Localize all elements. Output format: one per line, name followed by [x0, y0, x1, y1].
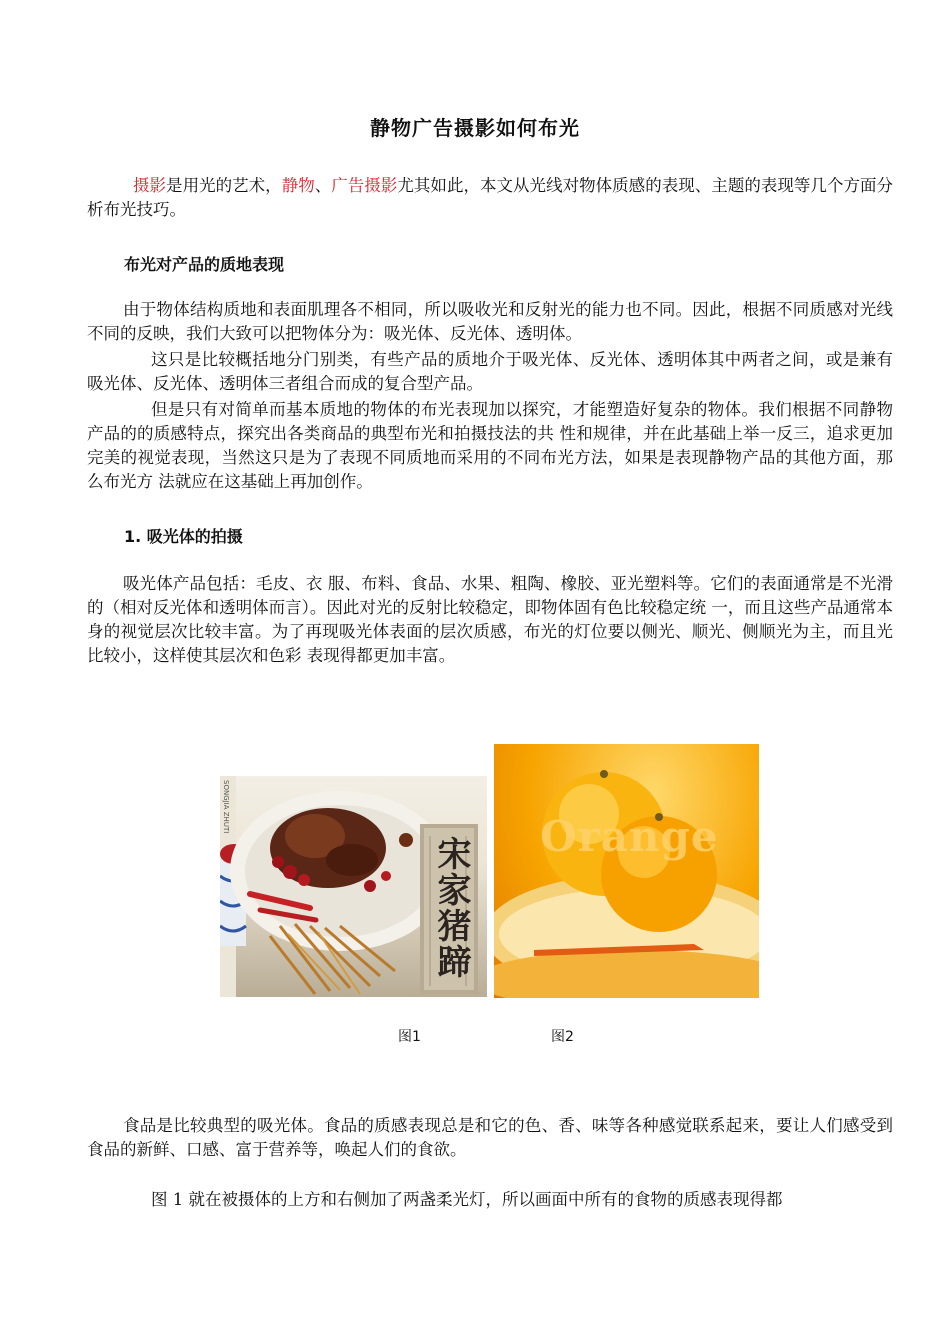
figure-2-orange-word: Orange — [540, 812, 719, 861]
link-photography[interactable]: 摄影 — [133, 176, 167, 195]
intro-text-1: 是用光的艺术， — [166, 176, 282, 195]
sub-heading: 1. 吸光体的拍摄 — [124, 527, 243, 546]
figure-1-side-text: SONGJIA ZHUTI — [222, 780, 230, 834]
page-title: 静物广告摄影如何布光 — [370, 116, 580, 140]
paragraph-1: 由于物体结构质地和表面肌理各不相同，所以吸收光和反射光的能力也不同。因此，根据不同质感对光线不同的反映，我们大致可以把物体分为：吸光体、反光体、透明体。 — [87, 300, 893, 343]
paragraph-4: 吸光体产品包括：毛皮、衣 服、布料、食品、水果、粗陶、橡胶、亚光塑料等。它们的表面通常是不光滑的（相对反光体和透明体而言）。因此对光的反射比较稳定，即物体固有色比较稳定统 一，而且这些产品通常本身的视觉层次比较丰富。为了再现吸光体表面的层次质感，布光的灯位要以侧光、顺光、侧顺光为主，而且光比较小，这样使其层次和色彩 表现得都更加丰富。 — [87, 574, 893, 665]
intro-text-2: 、 — [314, 176, 332, 195]
intro-paragraph — [87, 174, 893, 222]
figure-1-food-photo — [220, 776, 487, 997]
paragraph-2: 这只是比较概括地分门别类，有些产品的质地介于吸光体、反光体、透明体其中两者之间，或是兼有吸光体、反光体、透明体三者组合而成的复合型产品。 — [87, 350, 893, 393]
paragraph-5: 食品是比较典型的吸光体。食品的质感表现总是和它的色、香、味等各种感觉联系起来，要让人们感受到食品的新鲜、口感、富于营养等，唤起人们的食欲。 — [87, 1116, 893, 1159]
figure-2-orange-photo — [494, 744, 759, 998]
figure-1-sign-text: 宋家猪蹄 — [431, 836, 471, 980]
paragraph-6: 图 1 就在被摄体的上方和右侧加了两盏柔光灯，所以画面中所有的食物的质感表现得都 — [151, 1190, 783, 1209]
paragraph-3: 但是只有对简单而基本质地的物体的布光表现加以探究，才能塑造好复杂的物体。我们根据不同静物产品的的质感特点，探究出各类商品的典型布光和拍摄技法的共 性和规律，并在此基础上举一反三，追求更加完美的视觉表现，当然这只是为了表现不同质地而采用的不同布光方法，如果是表现静物产品的其他方面，那么布光方 法就应在这基础上再加创作。 — [87, 400, 893, 491]
figure-1-caption: 图1 — [398, 1029, 421, 1045]
link-still-life[interactable]: 静物 — [281, 176, 315, 195]
link-ad-photography[interactable]: 广告摄影 — [331, 176, 398, 195]
orange-photo-illustration — [494, 744, 759, 998]
intro-text-3: 尤其如此，本文从光线对物体质感的表现、主题的表现等几个方面分析布光技巧。 — [87, 176, 894, 219]
section-heading: 布光对产品的质地表现 — [124, 255, 285, 274]
figure-2-caption: 图2 — [551, 1029, 574, 1045]
